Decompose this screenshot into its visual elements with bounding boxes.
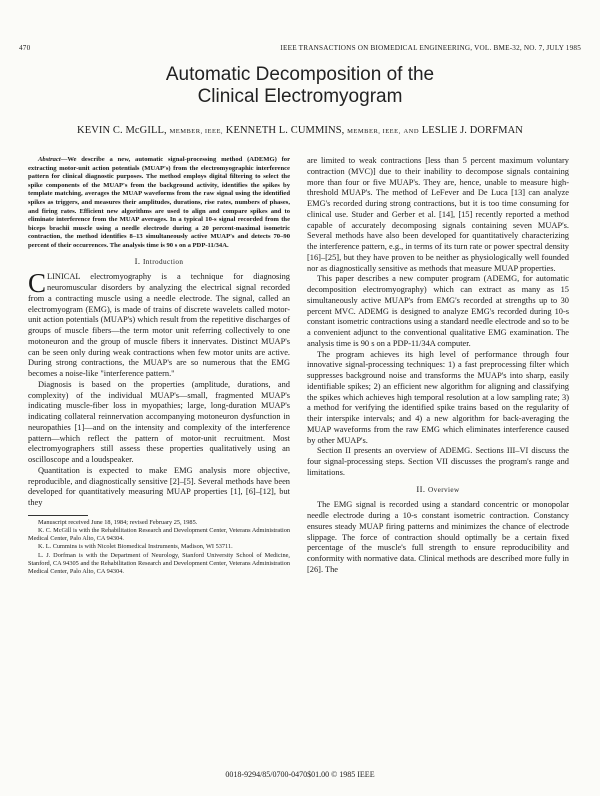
intro-paragraph-1 bbox=[28, 268, 290, 380]
section-title: Overview bbox=[428, 485, 460, 494]
footnote-cummins: K. L. Cummins is with Nicolet Biomedical Instruments, Madison, WI 53711. bbox=[38, 543, 233, 551]
right-paragraph-3: The program achieves its high level of performance through four innovative signal-processing techniques: 1) a fast preprocessing filter which suppresses background noise and transforms the MUAP's into sharp, easily identifiable spikes; 2) an efficient new algorithm for aligning and classifying the spikes which achieves high temporal resolution at a low sampling rate; 3) a method for verifying the identified spike trains based on the regularity of their interspike intervals; and 4) a new algorithm for back-averaging the MUAP waveforms from the raw EMG which eliminates interference caused by other MUAP's. bbox=[307, 349, 569, 445]
section-numeral: II. bbox=[416, 483, 426, 494]
author-1: KEVIN C. McGILL, bbox=[77, 125, 167, 136]
page-number: 470 bbox=[19, 44, 31, 52]
right-paragraph-2: This paper describes a new computer program (ADEMG, for automatic decomposition electromyography) which can extract as many as 15 simultaneously active MUAP's from EMG's recorded at strengths up to 30 percent MVC. ADEMG is designed to analyze EMG's recorded during 10-s constant isometric contractions using a standard needle electrode and so to be a convenient adjunct to the conventional qualitative EMG examination. The analysis time is 90 s on a PDP-11/34A computer. bbox=[307, 274, 569, 348]
footnote-dorfman: L. J. Dorfman is with the Department of Neurology, Stanford University School of Medicine, Stanford, CA 94305 and the Rehabilitation Research and Development Center, Veterans Administration Medical Center, Palo Alto, CA 94304. bbox=[28, 551, 290, 575]
journal-header: IEEE TRANSACTIONS ON BIOMEDICAL ENGINEERING, VOL. BME-32, NO. 7, JULY 1985 bbox=[280, 44, 581, 52]
abstract bbox=[28, 156, 290, 251]
title-line-1: Automatic Decomposition of the bbox=[165, 64, 435, 85]
section-numeral: I. bbox=[134, 255, 141, 266]
author-2-membership: MEMBER, IEEE, bbox=[347, 128, 401, 135]
author-2: KENNETH L. CUMMINS, bbox=[225, 125, 345, 136]
intro-paragraph-1-text: LINICAL electromyography is a technique for diagnosing neuromuscular disorders by analyzing the electrical signal recorded from a contracting muscle using a needle electrode. The signal, called an electromyogram (EMG), is made of trains of discrete wavelets called motor-unit action potentials (MUAP's) which result from the repetitive discharges of groups of muscle fibers—the term motor unit referring collectively to one motoneuron and the group of muscle fibers it innervates. Distinct MUAP's can be seen only during weak contractions when few motor units are active. During strong contractions, the MUAP's are so numerous that the EMG becomes a noise-like "interference pattern." bbox=[28, 272, 290, 379]
right-column bbox=[307, 156, 569, 576]
right-paragraph-4: Section II presents an overview of ADEMG. Sections III–VI discuss the four signal-processing steps. Section VII discusses the program's range and limitations. bbox=[307, 446, 569, 477]
footnote-mcgill: K. C. McGill is with the Rehabilitation Research and Development Center, Veterans Administration Medical Center, Palo Alto, CA 94304. bbox=[28, 526, 290, 543]
author-1-membership: MEMBER, IEEE, bbox=[169, 128, 224, 135]
author-and: AND bbox=[403, 128, 420, 135]
left-column bbox=[28, 156, 290, 576]
intro-paragraph-2: Diagnosis is based on the properties (amplitude, durations, and complexity) of the individual MUAP's—small, fragmented MUAP's indicating muscle-fiber loss in myopathies; large, long-duration MUAP's indicating collateral reinnervation accompanying motoneuron dysfunction in neuropathies [1]—and on the intensity and complexity of the interference pattern—which reflect the pattern of motor-unit recruitment. Most electromyographers still assess these properties qualitatively using an oscilloscope and a loudspeaker. bbox=[28, 379, 290, 465]
title-line-2: Clinical Electromyogram bbox=[197, 86, 403, 107]
section-title: Introduction bbox=[143, 257, 184, 266]
footnote-received: Manuscript received June 18, 1984; revised February 25, 1985. bbox=[38, 518, 198, 526]
paper-title bbox=[0, 64, 600, 108]
copyright-footer: 0018-9294/85/0700-0470$01.00 © 1985 IEEE bbox=[225, 770, 375, 779]
drop-cap: C bbox=[28, 268, 47, 299]
abstract-label: Abstract bbox=[38, 156, 61, 163]
abstract-text: —We describe a new, automatic signal-processing method (ADEMG) for extracting motor-unit action potentials (MUAP's) from the electromyographic interference pattern for clinical diagnostic purposes. The method employs digital filtering to select the spike components of the MUAP's from the background activity, identifies the spikes by template matching, averages the MUAP waveforms from the raw signal using the identified spikes as triggers, and measures their amplitudes, durations, rise rates, numbers of phases, and firing rates. Efficient new algorithms are used to align and compare spikes and to eliminate interference from the MUAP averages. In a typical 10-s signal recorded from the biceps brachii muscle using a needle electrode during a 20 percent-maximal isometric contraction, the method identifies 8–13 simultaneously active MUAP's and detects 70–90 percent of their occurrences. The analysis time is 90 s on a PDP-11/34A. bbox=[28, 156, 290, 249]
section-heading-introduction bbox=[28, 256, 290, 268]
author-3: LESLIE J. DORFMAN bbox=[421, 125, 523, 136]
right-paragraph-1: are limited to weak contractions [less than 5 percent maximum voluntary contraction (MVC)] due to their inability to decompose signals containing more than four or five MUAP's. They are, hence, unable to measure high-threshold MUAP's. The method of LeFever and De Luca [13] can analyze EMG's recorded during strong contractions, but it is too time consuming for clinical use. Studer and Gerber et al. [14], [15] recently reported a method capable of accurately decomposing signals containing seven MUAP's. Several methods have also been developed for quantitatively characterizing the interference pattern, e.g., in terms of its turn rate or power spectral density [16]–[25], but they have proven to be neither as physiologically well founded nor as diagnostically sensitive as methods that measure MUAP properties. bbox=[307, 156, 569, 273]
intro-paragraph-3: Quantitation is expected to make EMG analysis more objective, reproducible, and diagnostically sensitive [2]–[5]. Several methods have been developed for quantitatively measuring MUAP properties [1], [6]–[12], but they bbox=[28, 465, 290, 508]
author-list bbox=[0, 125, 600, 136]
overview-paragraph-1: The EMG signal is recorded using a standard concentric or monopolar needle electrode during a 10-s constant isometric contraction. Constancy ensures steady MUAP firing patterns and minimizes the chance of electrode slippage. The force of contraction should optimally be a certain fixed percentage of the muscle's full strength to ensure reproducibility and conformity with normative data. Clinical methods are described more fully in [26]. The bbox=[307, 500, 569, 574]
running-header bbox=[19, 44, 581, 56]
footnote-rule bbox=[28, 515, 88, 516]
section-heading-overview bbox=[307, 484, 569, 496]
